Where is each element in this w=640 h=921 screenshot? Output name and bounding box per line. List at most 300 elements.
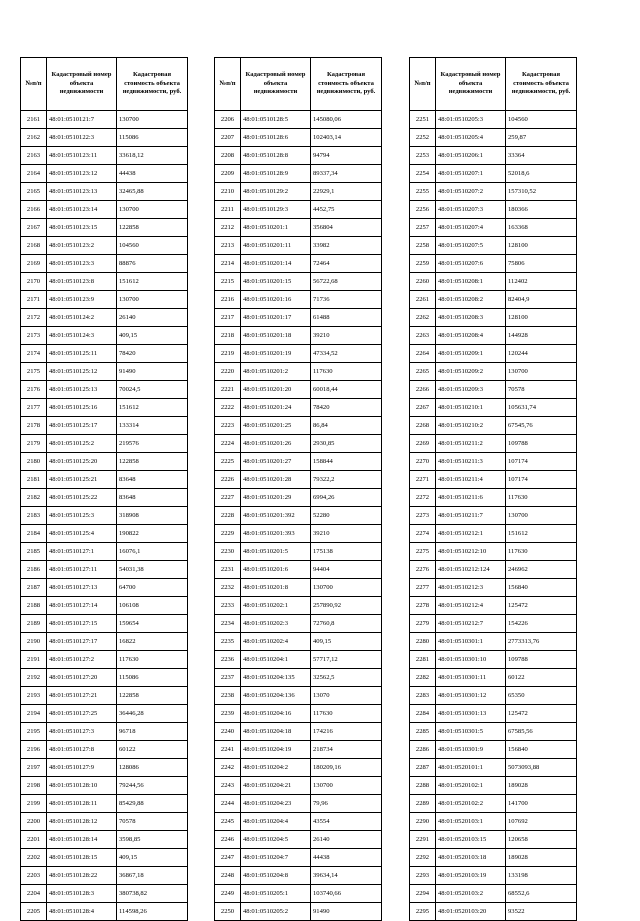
cadastral-number: 48:01:0510204:5 (241, 831, 311, 849)
cadastral-value: 86,84 (311, 417, 382, 435)
cadastral-number: 48:01:0510129:3 (241, 201, 311, 219)
cadastral-number: 48:01:0510201:27 (241, 453, 311, 471)
cadastral-value: 122858 (117, 453, 188, 471)
cadastral-value: 70024,5 (117, 381, 188, 399)
table-row (410, 399, 577, 417)
table-row (215, 633, 382, 651)
row-number: 2247 (215, 849, 241, 867)
cadastral-number: 48:01:0510124:2 (47, 309, 117, 327)
row-number: 2194 (21, 705, 47, 723)
cadastral-number: 48:01:0510212:3 (436, 579, 506, 597)
cadastral-value: 128100 (506, 237, 577, 255)
cadastral-value: 130700 (311, 777, 382, 795)
cadastral-value: 257890,92 (311, 597, 382, 615)
cadastral-value: 4452,75 (311, 201, 382, 219)
table-row (21, 597, 188, 615)
cadastral-value: 189028 (506, 777, 577, 795)
cadastral-number: 48:01:0510301:1 (436, 633, 506, 651)
table-row (215, 165, 382, 183)
row-number: 2185 (21, 543, 47, 561)
table-row (215, 201, 382, 219)
table-row (21, 345, 188, 363)
table-row (410, 759, 577, 777)
row-number: 2279 (410, 615, 436, 633)
cadastral-value: 22929,1 (311, 183, 382, 201)
cadastral-number: 48:01:0510128:11 (47, 795, 117, 813)
table-row (215, 867, 382, 885)
table-row (410, 489, 577, 507)
table-row (21, 651, 188, 669)
cadastral-number: 48:01:0510127:9 (47, 759, 117, 777)
cadastral-value: 70578 (117, 813, 188, 831)
row-number: 2192 (21, 669, 47, 687)
cadastral-number: 48:01:0510201:20 (241, 381, 311, 399)
cadastral-number: 48:01:0510125:2 (47, 435, 117, 453)
cadastral-value: 106108 (117, 597, 188, 615)
header-cadastral-value: Кадастровая стоимость объекта недвижимости, руб. (117, 58, 188, 111)
cadastral-value: 151612 (506, 525, 577, 543)
cadastral-value: 65350 (506, 687, 577, 705)
table-row (215, 525, 382, 543)
row-number: 2281 (410, 651, 436, 669)
table-row (21, 273, 188, 291)
row-number: 2272 (410, 489, 436, 507)
row-number: 2275 (410, 543, 436, 561)
cadastral-number: 48:01:0510207:4 (436, 219, 506, 237)
cadastral-value: 39634,14 (311, 867, 382, 885)
row-number: 2217 (215, 309, 241, 327)
cadastral-value: 189028 (506, 849, 577, 867)
row-number: 2273 (410, 507, 436, 525)
cadastral-value: 151612 (117, 399, 188, 417)
cadastral-number: 48:01:0510210:2 (436, 417, 506, 435)
row-number: 2248 (215, 867, 241, 885)
table-row (215, 489, 382, 507)
cadastral-number: 48:01:0510123:14 (47, 201, 117, 219)
cadastral-number: 48:01:0510208:2 (436, 291, 506, 309)
table-row (410, 255, 577, 273)
cadastral-number: 48:01:0520103:19 (436, 867, 506, 885)
cadastral-number: 48:01:0510211:3 (436, 453, 506, 471)
cadastral-value: 36446,28 (117, 705, 188, 723)
row-number: 2171 (21, 291, 47, 309)
table-row (215, 111, 382, 129)
cadastral-number: 48:01:0510125:4 (47, 525, 117, 543)
table-row (21, 741, 188, 759)
table-row (215, 219, 382, 237)
cadastral-value: 67545,76 (506, 417, 577, 435)
row-number: 2172 (21, 309, 47, 327)
cadastral-value: 117630 (311, 705, 382, 723)
cadastral-value: 190822 (117, 525, 188, 543)
row-number: 2265 (410, 363, 436, 381)
cadastral-value: 109788 (506, 435, 577, 453)
cadastral-number: 48:01:0510210:1 (436, 399, 506, 417)
cadastral-value: 125472 (506, 597, 577, 615)
cadastral-number: 48:01:0510211:6 (436, 489, 506, 507)
cadastral-number: 48:01:0520103:2 (436, 885, 506, 903)
row-number: 2175 (21, 363, 47, 381)
table-row (21, 705, 188, 723)
table-header-row (21, 58, 188, 111)
row-number: 2271 (410, 471, 436, 489)
cadastral-number: 48:01:0510128:4 (47, 903, 117, 921)
row-number: 2196 (21, 741, 47, 759)
cadastral-value: 141700 (506, 795, 577, 813)
row-number: 2276 (410, 561, 436, 579)
cadastral-number: 48:01:0510201:16 (241, 291, 311, 309)
table-row (410, 345, 577, 363)
cadastral-value: 83648 (117, 489, 188, 507)
cadastral-number: 48:01:0510204:7 (241, 849, 311, 867)
row-number: 2292 (410, 849, 436, 867)
cadastral-number: 48:01:0510128:14 (47, 831, 117, 849)
row-number: 2251 (410, 111, 436, 129)
cadastral-number: 48:01:0510125:20 (47, 453, 117, 471)
cadastral-table-3 (409, 57, 577, 921)
cadastral-value: 13070 (311, 687, 382, 705)
table-row (215, 687, 382, 705)
table-row (215, 615, 382, 633)
row-number: 2184 (21, 525, 47, 543)
table-row (21, 147, 188, 165)
cadastral-value: 380738,82 (117, 885, 188, 903)
cadastral-number: 48:01:0520102:2 (436, 795, 506, 813)
cadastral-number: 48:01:0510209:1 (436, 345, 506, 363)
cadastral-number: 48:01:0510201:15 (241, 273, 311, 291)
table-row (410, 813, 577, 831)
cadastral-value: 409,15 (117, 849, 188, 867)
cadastral-number: 48:01:0510123:15 (47, 219, 117, 237)
cadastral-number: 48:01:0510205:4 (436, 129, 506, 147)
row-number: 2260 (410, 273, 436, 291)
cadastral-number: 48:01:0510125:16 (47, 399, 117, 417)
cadastral-value: 79244,56 (117, 777, 188, 795)
cadastral-number: 48:01:0510129:2 (241, 183, 311, 201)
row-number: 2289 (410, 795, 436, 813)
cadastral-value: 78420 (117, 345, 188, 363)
cadastral-number: 48:01:0510204:21 (241, 777, 311, 795)
table-row (215, 291, 382, 309)
cadastral-value: 157310,52 (506, 183, 577, 201)
table-row (215, 795, 382, 813)
cadastral-table-1 (20, 57, 188, 921)
cadastral-value: 105631,74 (506, 399, 577, 417)
table-row (215, 597, 382, 615)
row-number: 2176 (21, 381, 47, 399)
row-number: 2258 (410, 237, 436, 255)
table-header-row (215, 58, 382, 111)
cadastral-number: 48:01:0510204:1 (241, 651, 311, 669)
row-number: 2228 (215, 507, 241, 525)
cadastral-number: 48:01:0510211:2 (436, 435, 506, 453)
table-row (21, 435, 188, 453)
row-number: 2290 (410, 813, 436, 831)
cadastral-number: 48:01:0510125:3 (47, 507, 117, 525)
cadastral-number: 48:01:0510125:21 (47, 471, 117, 489)
table-row (410, 777, 577, 795)
cadastral-number: 48:01:0510201:393 (241, 525, 311, 543)
cadastral-value: 102403,14 (311, 129, 382, 147)
cadastral-number: 48:01:0510205:1 (241, 885, 311, 903)
cadastral-value: 117630 (506, 543, 577, 561)
table-row (215, 777, 382, 795)
cadastral-value: 104560 (117, 237, 188, 255)
table-row (21, 129, 188, 147)
table-row (215, 885, 382, 903)
cadastral-number: 48:01:0510128:6 (241, 129, 311, 147)
cadastral-value: 163368 (506, 219, 577, 237)
row-number: 2220 (215, 363, 241, 381)
row-number: 2235 (215, 633, 241, 651)
table-row (215, 903, 382, 921)
row-number: 2240 (215, 723, 241, 741)
row-number: 2226 (215, 471, 241, 489)
cadastral-value: 103740,66 (311, 885, 382, 903)
table-row (215, 183, 382, 201)
cadastral-value: 96718 (117, 723, 188, 741)
cadastral-number: 48:01:0510206:1 (436, 147, 506, 165)
row-number: 2257 (410, 219, 436, 237)
cadastral-number: 48:01:0510208:1 (436, 273, 506, 291)
cadastral-number: 48:01:0510204:18 (241, 723, 311, 741)
cadastral-value: 94794 (311, 147, 382, 165)
row-number: 2213 (215, 237, 241, 255)
cadastral-value: 180209,16 (311, 759, 382, 777)
table-row (21, 633, 188, 651)
cadastral-value: 88876 (117, 255, 188, 273)
cadastral-value: 125472 (506, 705, 577, 723)
row-number: 2294 (410, 885, 436, 903)
table-row (21, 471, 188, 489)
cadastral-number: 48:01:0510128:3 (47, 885, 117, 903)
row-number: 2266 (410, 381, 436, 399)
row-number: 2253 (410, 147, 436, 165)
cadastral-value: 107174 (506, 453, 577, 471)
cadastral-value: 114598,26 (117, 903, 188, 921)
table-row (215, 543, 382, 561)
cadastral-table-2 (214, 57, 382, 921)
cadastral-number: 48:01:0510301:9 (436, 741, 506, 759)
row-number: 2283 (410, 687, 436, 705)
cadastral-value: 91490 (311, 903, 382, 921)
row-number: 2269 (410, 435, 436, 453)
table-row (21, 795, 188, 813)
cadastral-number: 48:01:0510128:15 (47, 849, 117, 867)
cadastral-number: 48:01:0510202:1 (241, 597, 311, 615)
table-row (21, 237, 188, 255)
row-number: 2249 (215, 885, 241, 903)
table-row (215, 327, 382, 345)
cadastral-number: 48:01:0510201:11 (241, 237, 311, 255)
header-num: №п/п (215, 58, 241, 111)
row-number: 2202 (21, 849, 47, 867)
cadastral-value: 409,15 (117, 327, 188, 345)
cadastral-number: 48:01:0510204:23 (241, 795, 311, 813)
table-row (410, 183, 577, 201)
table-row (21, 831, 188, 849)
cadastral-number: 48:01:0510205:2 (241, 903, 311, 921)
row-number: 2187 (21, 579, 47, 597)
cadastral-number: 48:01:0520103:20 (436, 903, 506, 921)
cadastral-number: 48:01:0510201:1 (241, 219, 311, 237)
cadastral-value: 130700 (506, 363, 577, 381)
cadastral-value: 2773313,76 (506, 633, 577, 651)
table-row (410, 201, 577, 219)
row-number: 2291 (410, 831, 436, 849)
cadastral-value: 107174 (506, 471, 577, 489)
table-row (410, 219, 577, 237)
cadastral-value: 117630 (506, 489, 577, 507)
cadastral-number: 48:01:0510201:2 (241, 363, 311, 381)
row-number: 2255 (410, 183, 436, 201)
cadastral-number: 48:01:0510208:4 (436, 327, 506, 345)
row-number: 2236 (215, 651, 241, 669)
header-num: №п/п (21, 58, 47, 111)
table-row (21, 417, 188, 435)
cadastral-value: 175138 (311, 543, 382, 561)
cadastral-value: 78420 (311, 399, 382, 417)
row-number: 2259 (410, 255, 436, 273)
cadastral-number: 48:01:0510204:136 (241, 687, 311, 705)
cadastral-value: 16822 (117, 633, 188, 651)
table-row (21, 903, 188, 921)
cadastral-value: 180366 (506, 201, 577, 219)
table-row (410, 903, 577, 921)
row-number: 2264 (410, 345, 436, 363)
row-number: 2246 (215, 831, 241, 849)
cadastral-value: 39210 (311, 327, 382, 345)
cadastral-number: 48:01:0510201:26 (241, 435, 311, 453)
table-row (21, 669, 188, 687)
cadastral-number: 48:01:0510128:22 (47, 867, 117, 885)
cadastral-value: 60122 (506, 669, 577, 687)
table-row (215, 669, 382, 687)
table-row (215, 507, 382, 525)
cadastral-value: 32465,88 (117, 183, 188, 201)
cadastral-number: 48:01:0510123:2 (47, 237, 117, 255)
cadastral-value: 16076,1 (117, 543, 188, 561)
row-number: 2270 (410, 453, 436, 471)
cadastral-value: 26140 (117, 309, 188, 327)
cadastral-value: 128100 (506, 309, 577, 327)
cadastral-number: 48:01:0510204:4 (241, 813, 311, 831)
cadastral-value: 154226 (506, 615, 577, 633)
row-number: 2168 (21, 237, 47, 255)
table-row (410, 417, 577, 435)
table-row (21, 291, 188, 309)
cadastral-number: 48:01:0510205:3 (436, 111, 506, 129)
cadastral-value: 72464 (311, 255, 382, 273)
table-row (410, 651, 577, 669)
cadastral-value: 133198 (506, 867, 577, 885)
table-row (21, 309, 188, 327)
row-number: 2200 (21, 813, 47, 831)
table-row (410, 867, 577, 885)
cadastral-value: 145080,06 (311, 111, 382, 129)
cadastral-value: 120658 (506, 831, 577, 849)
cadastral-value: 89337,34 (311, 165, 382, 183)
table-row (215, 417, 382, 435)
row-number: 2161 (21, 111, 47, 129)
row-number: 2227 (215, 489, 241, 507)
table-row (410, 327, 577, 345)
table-row (215, 723, 382, 741)
row-number: 2191 (21, 651, 47, 669)
row-number: 2188 (21, 597, 47, 615)
cadastral-value: 26140 (311, 831, 382, 849)
cadastral-number: 48:01:0510127:1 (47, 543, 117, 561)
row-number: 2221 (215, 381, 241, 399)
table-row (21, 219, 188, 237)
table-row (215, 273, 382, 291)
table-row (215, 579, 382, 597)
table-row (215, 849, 382, 867)
row-number: 2282 (410, 669, 436, 687)
table-row (21, 525, 188, 543)
row-number: 2285 (410, 723, 436, 741)
row-number: 2181 (21, 471, 47, 489)
table-row (21, 885, 188, 903)
cadastral-value: 60122 (117, 741, 188, 759)
row-number: 2174 (21, 345, 47, 363)
row-number: 2287 (410, 759, 436, 777)
header-num: №п/п (410, 58, 436, 111)
cadastral-value: 117630 (117, 651, 188, 669)
row-number: 2262 (410, 309, 436, 327)
table-row (215, 561, 382, 579)
table-row (21, 543, 188, 561)
cadastral-value: 52280 (311, 507, 382, 525)
row-number: 2242 (215, 759, 241, 777)
cadastral-number: 48:01:0510201:5 (241, 543, 311, 561)
table-row (410, 471, 577, 489)
table-row (410, 237, 577, 255)
row-number: 2198 (21, 777, 47, 795)
table-row (21, 561, 188, 579)
row-number: 2219 (215, 345, 241, 363)
cadastral-number: 48:01:0510211:7 (436, 507, 506, 525)
row-number: 2166 (21, 201, 47, 219)
cadastral-number: 48:01:0510204:16 (241, 705, 311, 723)
row-number: 2167 (21, 219, 47, 237)
table-row (410, 633, 577, 651)
row-number: 2244 (215, 795, 241, 813)
row-number: 2163 (21, 147, 47, 165)
table-row (215, 813, 382, 831)
row-number: 2295 (410, 903, 436, 921)
table-row (21, 399, 188, 417)
row-number: 2173 (21, 327, 47, 345)
row-number: 2189 (21, 615, 47, 633)
table-row (410, 615, 577, 633)
cadastral-value: 43554 (311, 813, 382, 831)
cadastral-number: 48:01:0510211:4 (436, 471, 506, 489)
cadastral-value: 68552,6 (506, 885, 577, 903)
cadastral-number: 48:01:0520101:1 (436, 759, 506, 777)
cadastral-number: 48:01:0510301:5 (436, 723, 506, 741)
cadastral-number: 48:01:0510127:2 (47, 651, 117, 669)
cadastral-value: 54031,38 (117, 561, 188, 579)
cadastral-value: 6994,26 (311, 489, 382, 507)
row-number: 2225 (215, 453, 241, 471)
cadastral-value: 122858 (117, 687, 188, 705)
header-cadastral-number: Кадастровый номер объекта недвижимости (241, 58, 311, 111)
table-row (410, 579, 577, 597)
cadastral-number: 48:01:0510202:4 (241, 633, 311, 651)
cadastral-number: 48:01:0510301:11 (436, 669, 506, 687)
cadastral-number: 48:01:0510201:392 (241, 507, 311, 525)
